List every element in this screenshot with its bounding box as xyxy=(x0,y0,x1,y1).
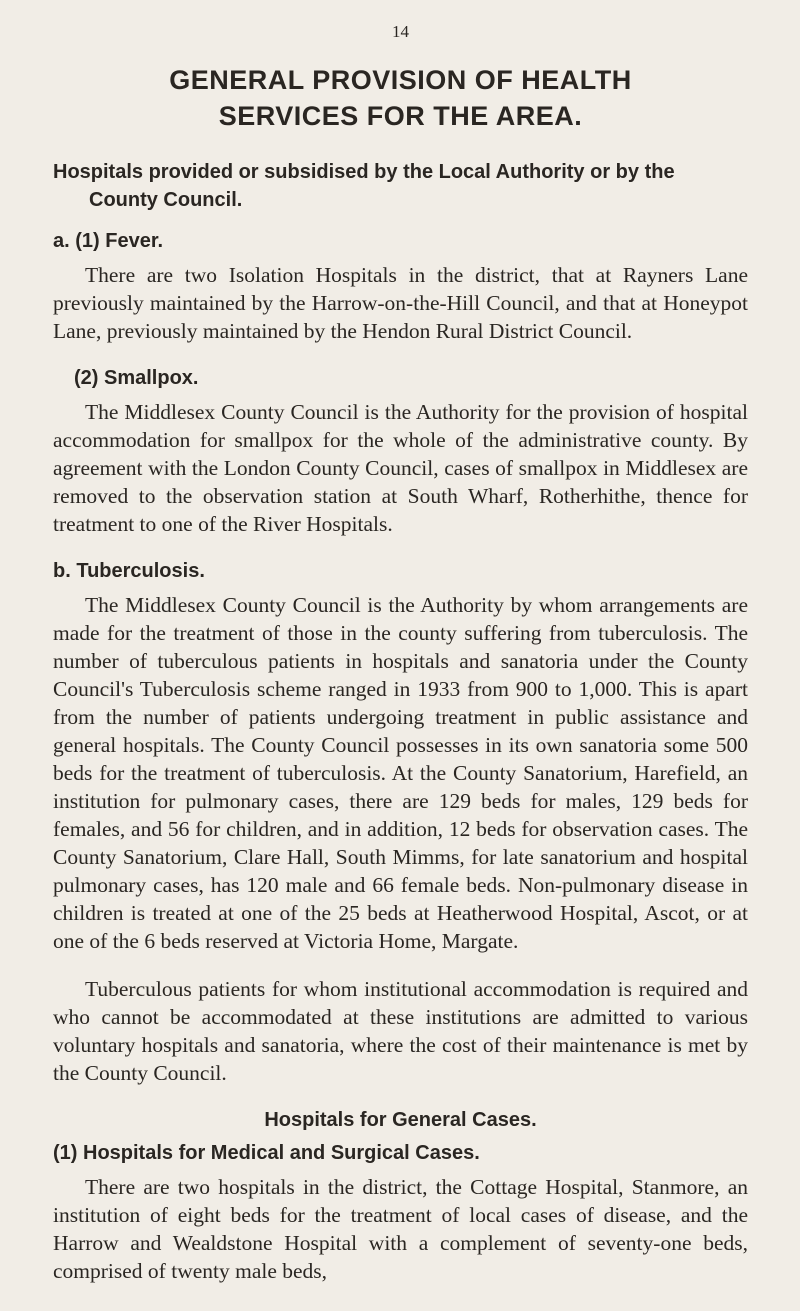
page-title xyxy=(53,62,748,134)
tuberculosis-heading: b. Tuberculosis. xyxy=(53,560,205,582)
fever-paragraph: There are two Isolation Hospitals in the district, that at Rayners Lane previously maintained by the Harrow-on-the-Hill Council, and that at Honeypot Lane, previously maintained by the Hendon Rural District Council. xyxy=(53,263,748,343)
general-cases-paragraph: There are two hospitals in the district, the Cottage Hospital, Stanmore, an institution of eight beds for the treatment of local cases of disease, and the Harrow and Wealdstone Hospital with a complement of seventy-one beds, comprised of twenty male beds, xyxy=(53,1175,748,1283)
page-title-line-2: SERVICES FOR THE AREA. xyxy=(218,101,583,131)
medical-surgical-heading: (1) Hospitals for Medical and Surgical Cases. xyxy=(53,1142,480,1164)
tuberculosis-paragraph-2: Tuberculous patients for whom institutional accommodation is required and who cannot be accommodated at these institutions are admitted to various voluntary hospitals and sanatoria, where the cost of their maintenance is met by the County Council. xyxy=(53,977,748,1085)
page-title-line-1: GENERAL PROVISION OF HEALTH xyxy=(169,65,632,95)
fever-heading: a. (1) Fever. xyxy=(53,230,164,252)
section-heading: Hospitals provided or subsidised by the Local Authority or by the County Council. xyxy=(53,161,675,211)
general-cases-heading: Hospitals for General Cases. xyxy=(264,1109,537,1131)
smallpox-heading: (2) Smallpox. xyxy=(74,367,199,389)
smallpox-paragraph: The Middlesex County Council is the Authority for the provision of hospital accommodation for smallpox for the whole of the administrative county. By agreement with the London County Council, cases of smallpox in Middlesex are removed to the observation station at South Wharf, Rotherhithe, thence for treatment to one of the River Hospitals. xyxy=(53,400,748,536)
tuberculosis-paragraph-1: The Middlesex County Council is the Authority by whom arrangements are made for the treatment of those in the county suffering from tuberculosis. The number of tuberculous patients in hospitals and sanatoria under the County Council's Tuberculosis scheme ranged in 1933 from 900 to 1,000. This is apart from the number of patients undergoing treatment in public assistance and general hospitals. The County Council possesses in its own sanatoria some 500 beds for the treatment of tuberculosis. At the County Sanatorium, Harefield, an institution for pulmonary cases, there are 129 beds for males, 129 beds for females, and 56 for children, and in addition, 12 beds for observation cases. The County Sanatorium, Clare Hall, South Mimms, for late sanatorium and hospital pulmonary cases, has 120 male and 66 female beds. Non-pulmonary disease in children is treated at one of the 25 beds at Heatherwood Hospital, Ascot, or at one of the 6 beds reserved at Victoria Home, Margate. xyxy=(53,593,748,953)
page-number: 14 xyxy=(392,22,409,41)
